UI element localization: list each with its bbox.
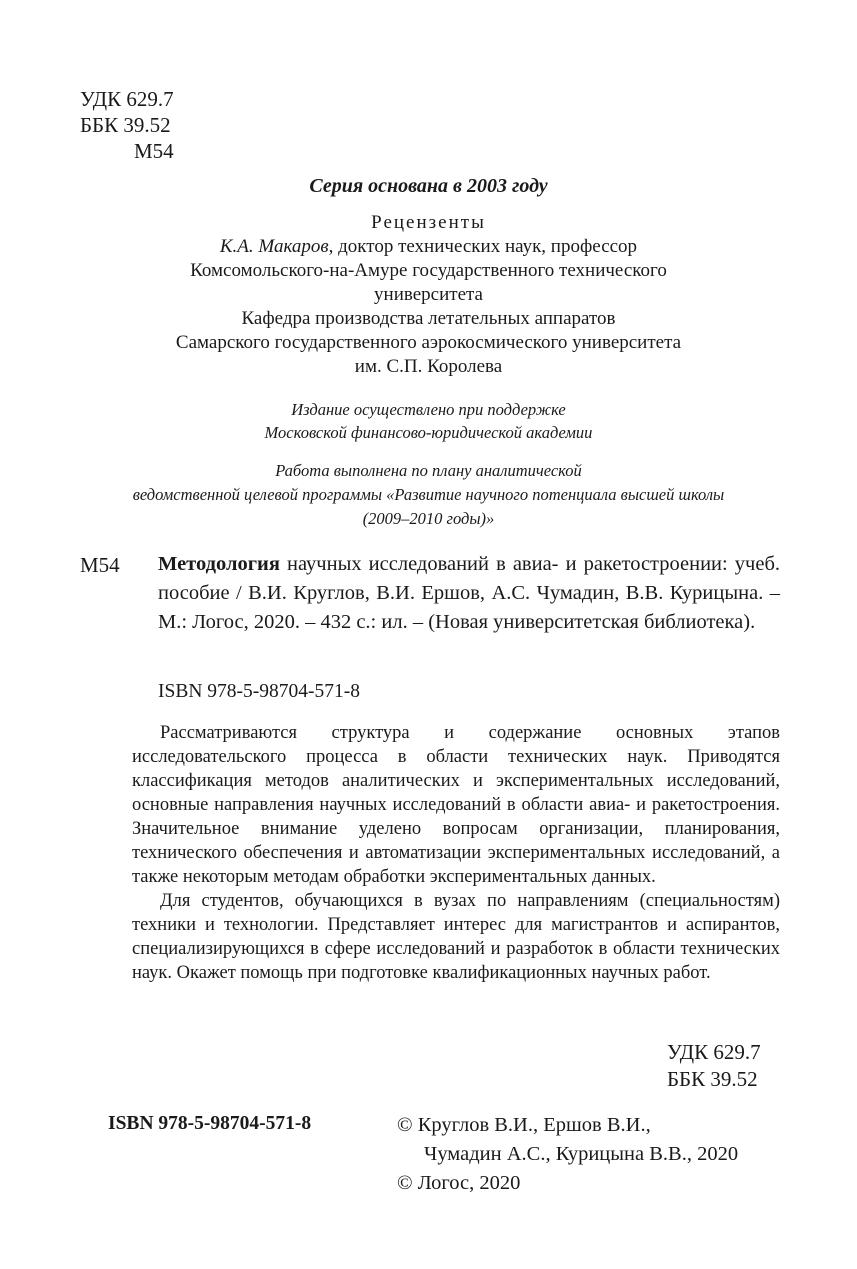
copyright-block xyxy=(397,1111,738,1198)
catalog-text: научных исследований в авиа- и ракетостроении: учеб. пособие / В.И. Круглов, В.И. Ершов, А.С. Чумадин, В.В. Курицына. – М.: Логос, 2020. – 432 с.: ил. – (Новая университетская библиотека). xyxy=(158,553,780,633)
abstract-paragraph-2: Для студентов, обучающихся в вузах по направлениям (специальностям) техники и технологии. Представляет интерес для магистрантов и аспирантов, специализирующихся в сфере исследований и разработок в области технических наук. Окажет помощь при подготовке квалификационных научных работ. xyxy=(132,891,780,983)
copyright-line-3: © Логос, 2020 xyxy=(397,1172,521,1194)
copyright-line-1: © Круглов В.И., Ершов В.И., xyxy=(397,1114,651,1136)
support-note xyxy=(0,398,857,444)
reviewers-heading: Рецензенты xyxy=(371,212,486,233)
bottom-udk: УДК 629.7 xyxy=(667,1040,761,1064)
support-line-1: Издание осуществлено при поддержке xyxy=(291,400,566,419)
program-line-1: Работа выполнена по плану аналитической xyxy=(275,461,582,480)
bottom-codes xyxy=(667,1039,761,1093)
reviewer-1-line-2: Комсомольского-на-Амуре государственного технического xyxy=(190,260,667,281)
reviewer-2-line-3: им. С.П. Королева xyxy=(354,356,503,377)
catalog-entry xyxy=(158,550,780,637)
support-line-2: Московской финансово-юридической академии xyxy=(264,423,593,442)
reviewer-1-title: , доктор технических наук, профессор xyxy=(328,236,638,257)
catalog-title: Методология xyxy=(158,553,280,575)
isbn-bold: ISBN 978-5-98704-571-8 xyxy=(108,1113,312,1134)
abstract xyxy=(132,721,780,985)
catalog-isbn: ISBN 978-5-98704-571-8 xyxy=(158,681,361,702)
program-line-3: (2009–2010 годы)» xyxy=(362,509,495,528)
copyright-line-2: Чумадин А.С., Курицына В.В., 2020 xyxy=(424,1143,739,1165)
bbk-code: ББК 39.52 xyxy=(80,113,171,137)
catalog-label: М54 xyxy=(80,553,120,577)
reviewer-1-name: К.А. Макаров xyxy=(219,236,329,257)
program-note xyxy=(0,459,857,531)
reviewers-block xyxy=(0,211,857,379)
classification-codes xyxy=(80,86,174,164)
reviewer-1-line-3: университета xyxy=(374,284,483,305)
reviewer-2-line-2: Самарского государственного аэрокосмического университета xyxy=(175,332,682,353)
reviewer-2-line-1: Кафедра производства летательных аппаратов xyxy=(241,308,616,329)
bottom-bbk: ББК 39.52 xyxy=(667,1067,758,1091)
udk-code: УДК 629.7 xyxy=(80,87,174,111)
program-line-2: ведомственной целевой программы «Развитие научного потенциала высшей школы xyxy=(132,485,725,504)
author-mark: М54 xyxy=(134,139,174,163)
series-note: Серия основана в 2003 году xyxy=(309,175,548,197)
reviewer-1-line-1 xyxy=(0,235,857,259)
abstract-paragraph-1: Рассматриваются структура и содержание основных этапов исследовательского процесса в области технических наук. Приводятся классификация методов аналитических и экспериментальных исследований, основные направления научных исследований в области авиа- и ракетостроения. Значительное внимание уделено вопросам организации, планирования, технического обеспечения и автоматизации экспериментальных исследований, а также некоторым методам обработки экспериментальных данных. xyxy=(132,723,780,887)
